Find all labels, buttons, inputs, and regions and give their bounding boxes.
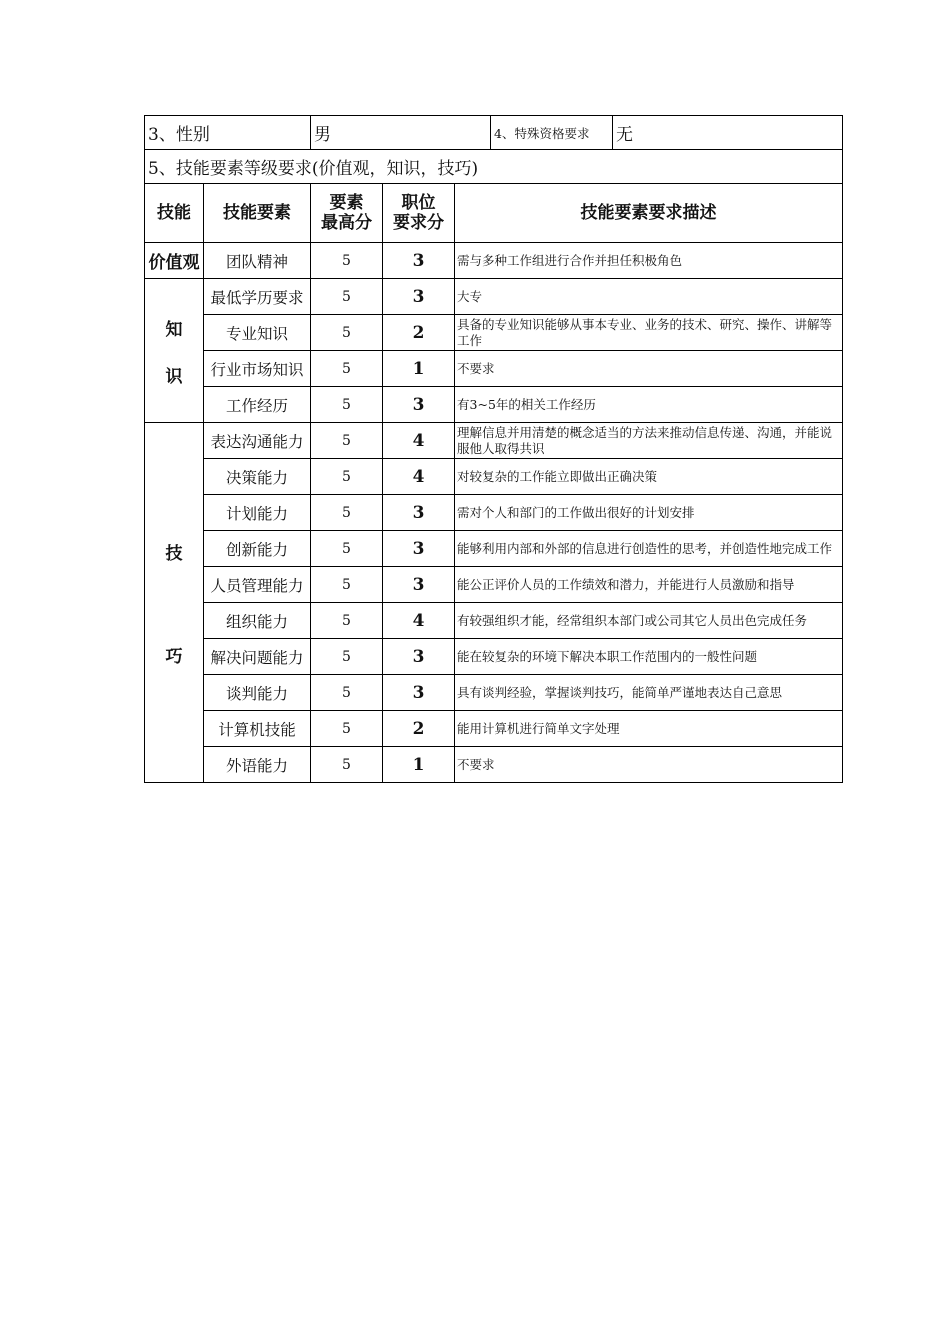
requirement-description: 能在较复杂的环境下解决本职工作范围内的一般性问题 (455, 639, 843, 675)
table-row (145, 747, 843, 783)
max-score: 5 (311, 423, 383, 459)
gender-label: 3、性别 (145, 116, 311, 150)
factor-name: 计划能力 (204, 495, 311, 531)
category-knowledge (145, 279, 204, 423)
category-skills-char2: 巧 (165, 646, 183, 667)
factor-name: 决策能力 (204, 459, 311, 495)
requirement-description: 需与多种工作组进行合作并担任积极角色 (455, 243, 843, 279)
table-row (145, 639, 843, 675)
required-score: 3 (383, 567, 455, 603)
requirement-description: 具有谈判经验，掌握谈判技巧，能简单严谨地表达自己意思 (455, 675, 843, 711)
header-required-score-line2: 要求分 (393, 213, 445, 233)
factor-name: 工作经历 (204, 387, 311, 423)
max-score: 5 (311, 459, 383, 495)
special-qualification-value: 无 (613, 116, 843, 150)
required-score: 1 (383, 351, 455, 387)
max-score: 5 (311, 531, 383, 567)
skill-requirements-table (144, 115, 843, 783)
factor-name: 解决问题能力 (204, 639, 311, 675)
factor-name: 谈判能力 (204, 675, 311, 711)
required-score: 3 (383, 675, 455, 711)
max-score: 5 (311, 675, 383, 711)
requirement-description: 大专 (455, 279, 843, 315)
category-skills (145, 423, 204, 783)
requirement-description: 有较强组织才能，经常组织本部门或公司其它人员出色完成任务 (455, 603, 843, 639)
header-required-score-line1: 职位 (401, 192, 436, 213)
max-score: 5 (311, 243, 383, 279)
max-score: 5 (311, 279, 383, 315)
required-score: 2 (383, 711, 455, 747)
required-score: 1 (383, 747, 455, 783)
requirement-description: 能用计算机进行简单文字处理 (455, 711, 843, 747)
table-row (145, 243, 843, 279)
factor-name: 人员管理能力 (204, 567, 311, 603)
max-score: 5 (311, 747, 383, 783)
table-row (145, 351, 843, 387)
max-score: 5 (311, 711, 383, 747)
requirement-description: 理解信息并用清楚的概念适当的方法来推动信息传递、沟通，并能说服他人取得共识 (455, 423, 843, 459)
max-score: 5 (311, 639, 383, 675)
header-max-score-line1: 要素 (329, 192, 364, 213)
factor-name: 最低学历要求 (204, 279, 311, 315)
required-score: 3 (383, 387, 455, 423)
category-knowledge-char2: 识 (165, 366, 183, 387)
table-row (145, 459, 843, 495)
section-title: 5、技能要素等级要求(价值观，知识，技巧) (145, 150, 843, 184)
factor-name: 专业知识 (204, 315, 311, 351)
factor-name: 组织能力 (204, 603, 311, 639)
max-score: 5 (311, 495, 383, 531)
table-row (145, 711, 843, 747)
required-score: 4 (383, 423, 455, 459)
document-page (144, 115, 842, 783)
table-header-row (145, 184, 843, 243)
requirement-description: 能够利用内部和外部的信息进行创造性的思考，并创造性地完成工作 (455, 531, 843, 567)
requirement-description: 对较复杂的工作能立即做出正确决策 (455, 459, 843, 495)
required-score: 3 (383, 639, 455, 675)
required-score: 3 (383, 495, 455, 531)
table-row (145, 603, 843, 639)
category-skills-char1: 技 (165, 543, 183, 564)
requirement-description: 不要求 (455, 747, 843, 783)
header-required-score (383, 184, 455, 243)
header-skill: 技能 (145, 184, 204, 243)
special-qualification-label: 4、特殊资格要求 (491, 116, 613, 150)
table-row (145, 567, 843, 603)
max-score: 5 (311, 351, 383, 387)
factor-name: 团队精神 (204, 243, 311, 279)
factor-name: 计算机技能 (204, 711, 311, 747)
factor-name: 创新能力 (204, 531, 311, 567)
required-score: 3 (383, 531, 455, 567)
table-row (145, 531, 843, 567)
basic-info-row (145, 116, 843, 150)
category-values: 价值观 (145, 243, 204, 279)
table-row (145, 279, 843, 315)
header-factor: 技能要素 (204, 184, 311, 243)
max-score: 5 (311, 567, 383, 603)
factor-name: 表达沟通能力 (204, 423, 311, 459)
table-row (145, 423, 843, 459)
factor-name: 外语能力 (204, 747, 311, 783)
requirement-description: 具备的专业知识能够从事本专业、业务的技术、研究、操作、讲解等工作 (455, 315, 843, 351)
header-max-score (311, 184, 383, 243)
required-score: 4 (383, 603, 455, 639)
required-score: 3 (383, 279, 455, 315)
header-description: 技能要素要求描述 (455, 184, 843, 243)
category-knowledge-char1: 知 (165, 319, 183, 340)
requirement-description: 有3~5年的相关工作经历 (455, 387, 843, 423)
table-row (145, 495, 843, 531)
required-score: 3 (383, 243, 455, 279)
requirement-description: 能公正评价人员的工作绩效和潜力，并能进行人员激励和指导 (455, 567, 843, 603)
factor-name: 行业市场知识 (204, 351, 311, 387)
table-row (145, 315, 843, 351)
max-score: 5 (311, 603, 383, 639)
table-row (145, 387, 843, 423)
section-title-row (145, 150, 843, 184)
gender-value: 男 (311, 116, 491, 150)
max-score: 5 (311, 387, 383, 423)
requirement-description: 需对个人和部门的工作做出很好的计划安排 (455, 495, 843, 531)
requirement-description: 不要求 (455, 351, 843, 387)
max-score: 5 (311, 315, 383, 351)
header-max-score-line2: 最高分 (321, 213, 373, 233)
required-score: 2 (383, 315, 455, 351)
table-row (145, 675, 843, 711)
required-score: 4 (383, 459, 455, 495)
